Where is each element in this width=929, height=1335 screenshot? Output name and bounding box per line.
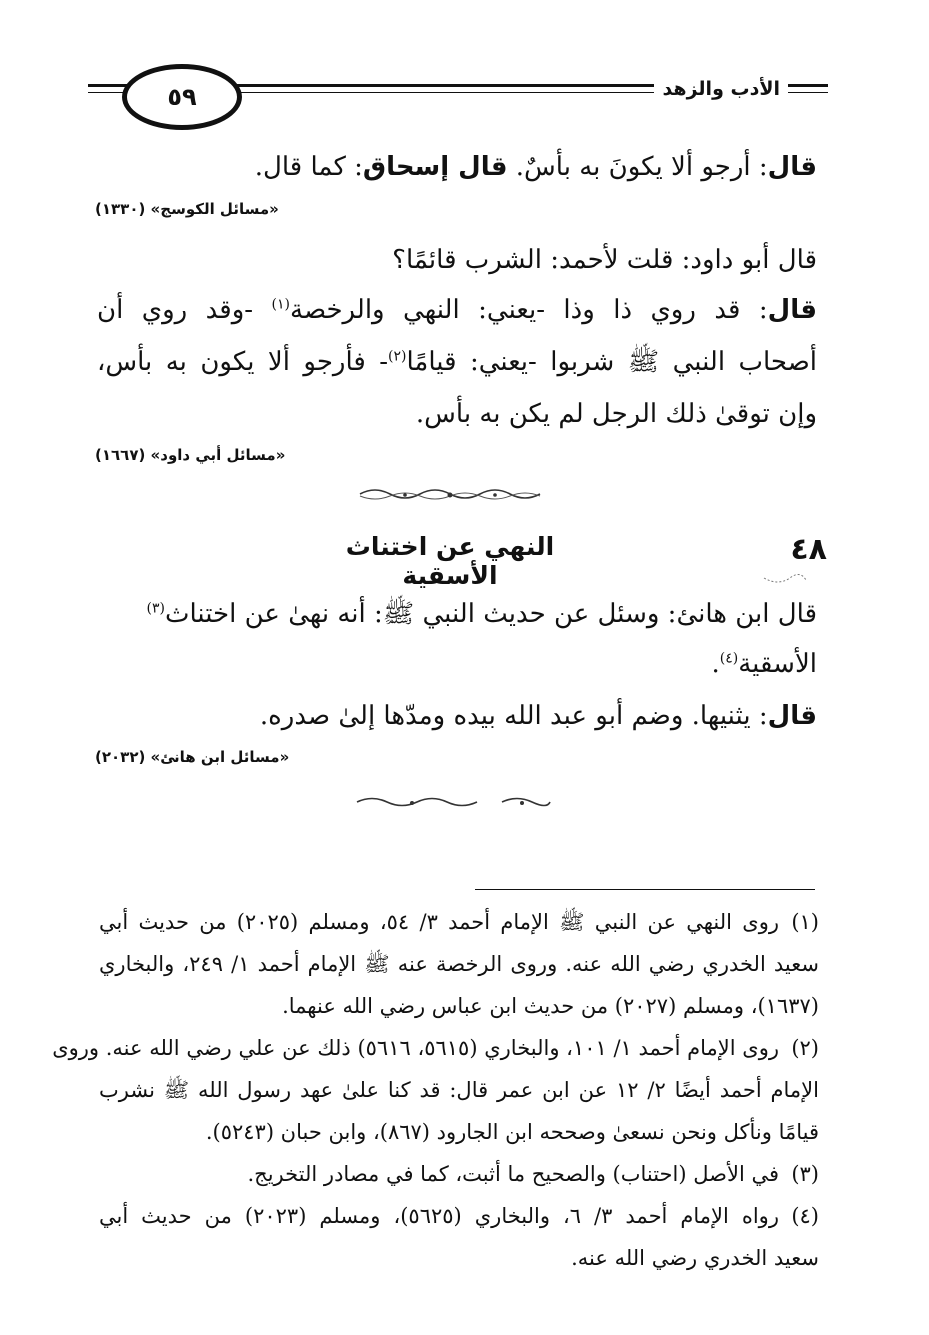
footnote-ref: (٣)	[146, 600, 165, 617]
text-line	[255, 147, 817, 187]
footnote-ref: (٢)	[388, 348, 407, 365]
footnote-line: رواه الإمام أحمد ٣/ ٦، والبخاري (٥٦٢٥)، ومسلم (٢٠٢٣) من حديث أبي	[99, 1204, 779, 1228]
page-number: ٥٩	[167, 83, 197, 111]
text-line	[147, 594, 818, 634]
running-header	[88, 60, 828, 140]
header-rule-left	[88, 84, 128, 87]
section-number-flourish	[760, 548, 810, 588]
footnote-number: (٤)	[791, 1204, 819, 1228]
footnote-line: روى الإمام أحمد ١/ ١٠١، والبخاري (٥٦١٥، ٥٦١٦) ذلك عن علي رضي الله عنه. وروى	[52, 1036, 779, 1060]
text-segment: .	[711, 649, 720, 679]
footnote-ref: (٤)	[719, 650, 739, 667]
text-segment: - فأرجو ألا يكون به بأس،	[97, 347, 389, 377]
footnote-separator	[475, 889, 815, 890]
speaker-label: قال	[767, 295, 817, 325]
text-segment: أصحاب النبي ﷺ شربوا -يعني: قيامًا	[406, 347, 817, 377]
text-segment: قال أبو داود: قلت لأحمد: الشرب قائمًا؟	[392, 245, 817, 275]
text-line	[711, 644, 817, 684]
text-line	[392, 240, 817, 280]
footnote-line: سعيد الخدري رضي الله عنه. وروى الرخصة عنه ﷺ الإمام أحمد ١/ ٢٤٩، والبخاري	[99, 952, 819, 976]
footnote-line: الإمام أحمد أيضًا ٢/ ١٢ عن ابن عمر قال: قد كنا علىٰ عهد رسول الله ﷺ نشرب	[99, 1078, 819, 1102]
source-citation: «مسائل الكوسج» (١٣٣٠)	[95, 200, 279, 218]
text-segment: : قد روي ذا وذا -يعني: النهي والرخصة	[290, 295, 768, 325]
text-segment: : أرجو ألا يكونَ به بأسٌ.	[507, 152, 768, 182]
text-line	[97, 290, 817, 330]
footnote-line: قيامًا ونأكل ونحن نسعىٰ وصححه ابن الجارود (٨٦٧)، وابن حبان (٥٢٤٣).	[205, 1120, 819, 1144]
text-segment: الأسقية	[738, 649, 817, 679]
footnote-ref: (١)	[271, 296, 290, 313]
speaker-label: قال	[767, 701, 817, 731]
speaker-label: قال	[767, 152, 817, 182]
ornament-divider	[352, 792, 552, 812]
ornament-divider	[355, 484, 545, 504]
footnote-number: (٣)	[791, 1162, 819, 1186]
text-segment: -وقد روي أن	[97, 295, 272, 325]
text-segment: وإن توقىٰ ذلك الرجل لم يكن به بأس.	[415, 399, 817, 429]
text-line	[260, 696, 817, 736]
source-citation: «مسائل أبي داود» (١٦٦٧)	[95, 446, 286, 464]
footnote-line: (١٦٣٧)، ومسلم (٢٠٢٧) من حديث ابن عباس رضي الله عنهما.	[282, 994, 819, 1018]
source-citation: «مسائل ابن هانئ» (٢٠٣٢)	[95, 748, 290, 766]
footnote-number: (٢)	[791, 1036, 819, 1060]
section-number: ٤٨	[790, 532, 827, 567]
text-segment: : كما قال.	[254, 152, 363, 182]
footnote-line: سعيد الخدري رضي الله عنه.	[571, 1246, 819, 1270]
text-line	[97, 342, 817, 382]
speaker-label: قال إسحاق	[362, 152, 508, 182]
running-title: الأدب والزهد	[654, 78, 788, 100]
text-segment: : يثنيها. وضم أبو عبد الله بيده ومدّها إلىٰ صدره.	[259, 701, 768, 731]
section-title: النهي عن اختناث الأسقية	[345, 532, 555, 590]
footnote-line: روى النهي عن النبي ﷺ الإمام أحمد ٣/ ٥٤، ومسلم (٢٠٢٥) من حديث أبي	[99, 910, 780, 934]
footnote-number: (١)	[791, 910, 819, 934]
text-line	[416, 394, 817, 434]
footnote-line: في الأصل (احتناب) والصحيح ما أثبت، كما في مصادر التخريج.	[247, 1162, 779, 1186]
text-segment: قال ابن هانئ: وسئل عن حديث النبي ﷺ: أنه نهىٰ عن اختناث	[164, 599, 817, 629]
page-number-ring	[122, 64, 242, 130]
